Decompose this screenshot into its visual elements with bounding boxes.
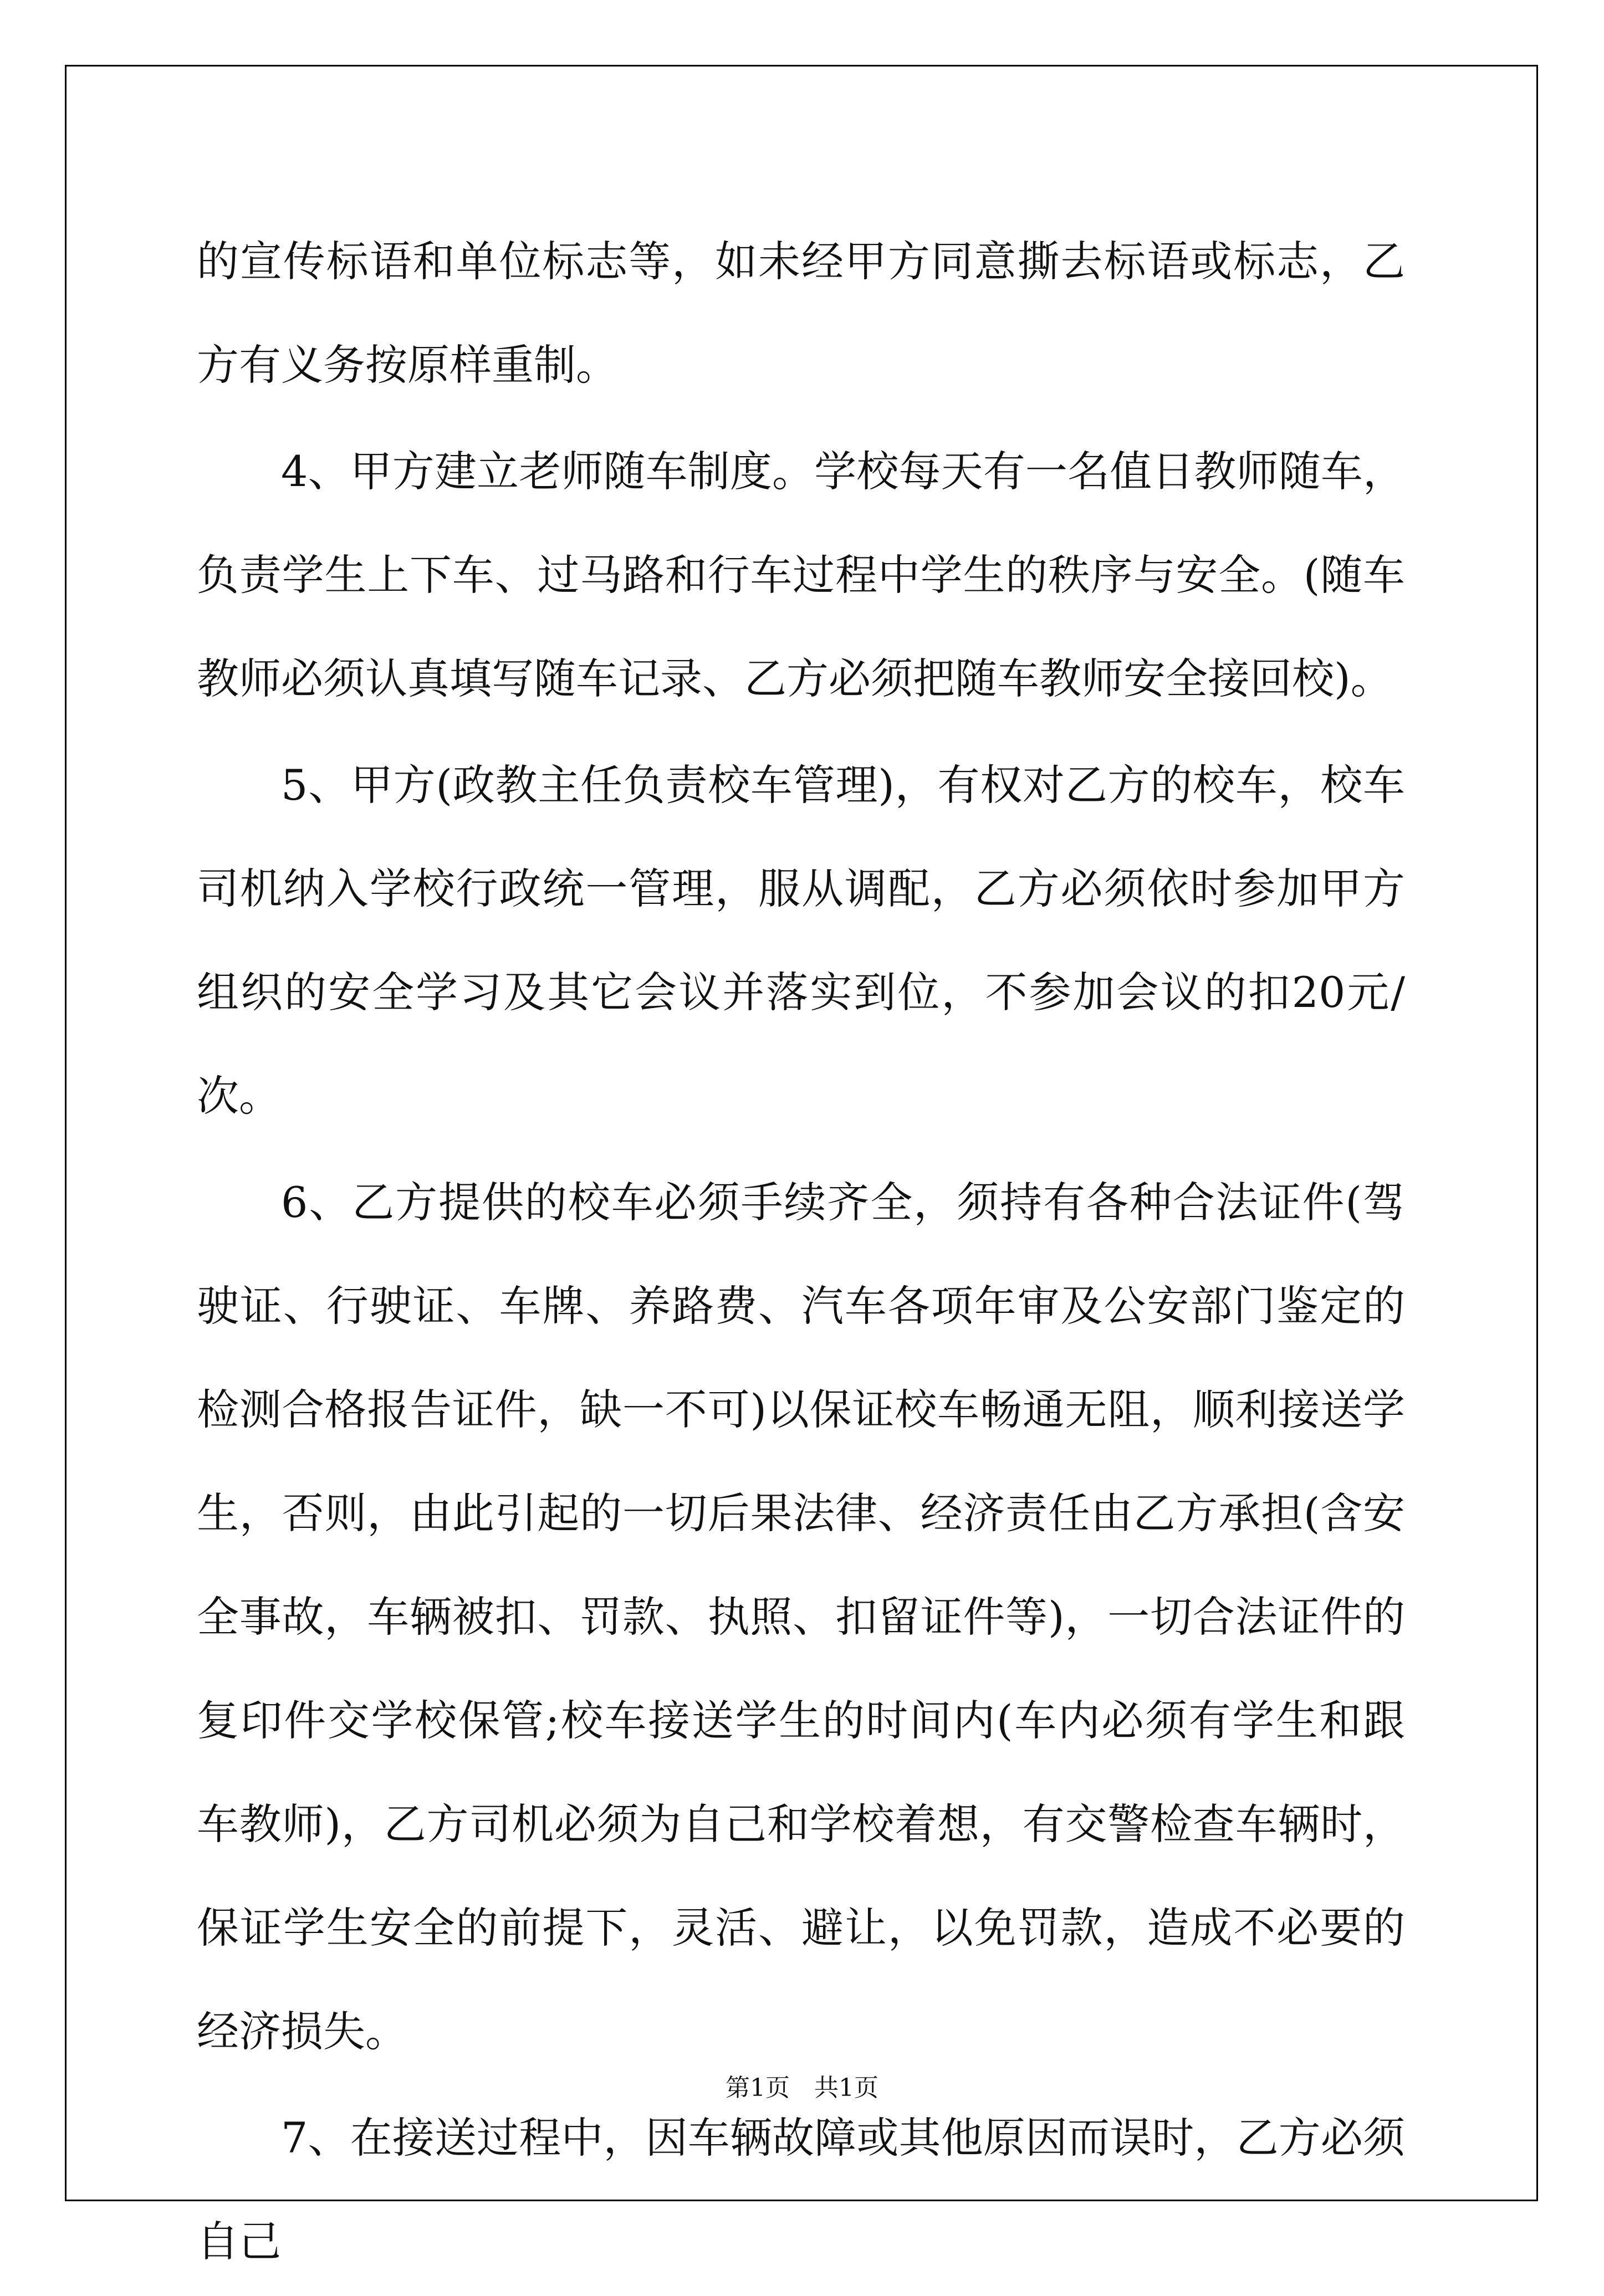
page-number: 第1页 xyxy=(726,2074,790,2102)
page-total: 共1页 xyxy=(814,2074,878,2102)
paragraph-item-5: 5、甲方(政教主任负责校车管理)，有权对乙方的校车，校车司机纳入学校行政统一管理，服从调配，乙方必须依时参加甲方组织的安全学习及其它会议并落实到位，不参加会议的扣20元/次。 xyxy=(197,760,1405,1121)
page-footer xyxy=(0,2072,1604,2105)
paragraph-continued: 的宣传标语和单位标志等，如未经甲方同意撕去标语或标志，乙方有义务按原样重制。 xyxy=(197,237,1405,390)
document-body xyxy=(197,209,1405,2296)
paragraph-item-7: 7、在接送过程中，因车辆故障或其他原因而误时，乙方必须自己 xyxy=(197,2113,1405,2266)
paragraph-item-6: 6、乙方提供的校车必须手续齐全，须持有各种合法证件(驾驶证、行驶证、车牌、养路费、汽车各项年审及公安部门鉴定的检测合格报告证件，缺一不可)以保证校车畅通无阻，顺利接送学生，否则，由此引起的一切后果法律、经济责任由乙方承担(含安全事故，车辆被扣、罚款、执照、扣留证件等)，一切合法证件的复印件交学校保管;校车接送学生的时间内(车内必须有学生和跟车教师)，乙方司机必须为自己和学校着想，有交警检查车辆时，保证学生安全的前提下，灵活、避让，以免罚款，造成不必要的经济损失。 xyxy=(197,1178,1405,2056)
paragraph-item-4: 4、甲方建立老师随车制度。学校每天有一名值日教师随车，负责学生上下车、过马路和行车过程中学生的秩序与安全。(随车教师必须认真填写随车记录、乙方必须把随车教师安全接回校)。 xyxy=(197,447,1405,703)
